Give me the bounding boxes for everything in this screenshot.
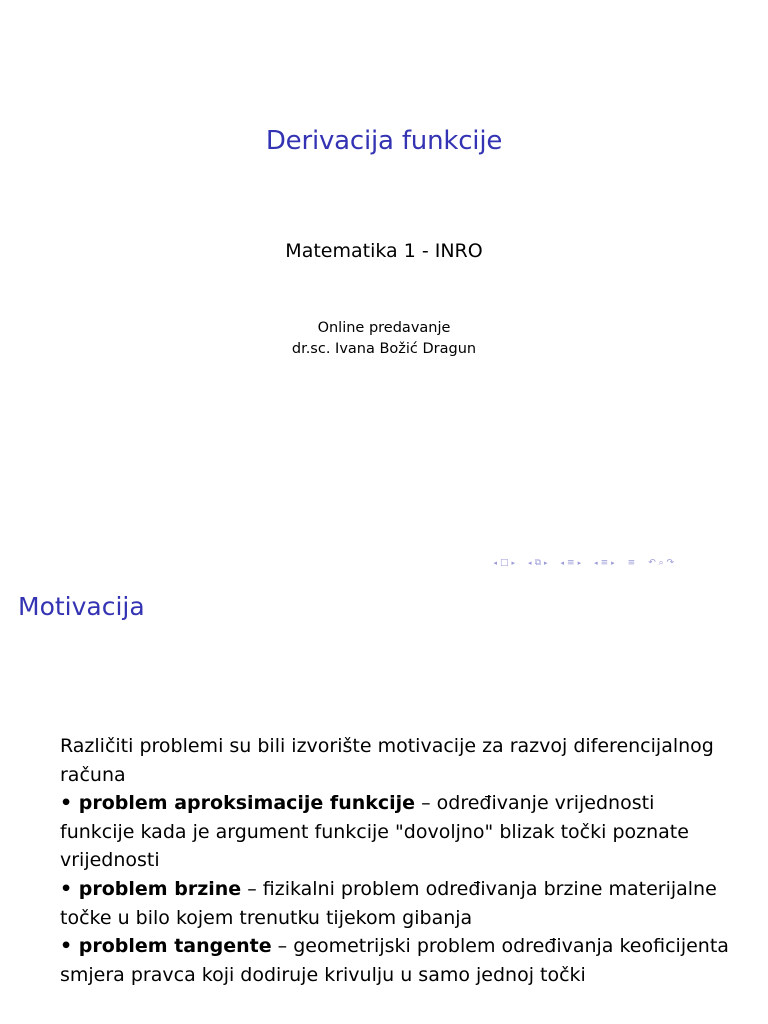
- bullet-description: – geometrijski problem određivanja keoficijenta smjera pravca koji dodiruje krivulju u samo jednoj točki: [60, 935, 729, 986]
- subsect-prev-icon[interactable]: ◂: [594, 559, 598, 567]
- search-navigation[interactable]: [647, 558, 676, 568]
- section-navigation[interactable]: [559, 558, 583, 568]
- frame-next-icon[interactable]: ▸: [511, 559, 516, 567]
- search-undo-redo-icon[interactable]: ↶ ⌕ ↷: [648, 558, 675, 568]
- bullet-term: problem aproksimacije funkcije: [78, 792, 416, 815]
- subsect-icon: ≡: [600, 558, 609, 568]
- bullet-icon: •: [60, 935, 73, 958]
- outline-icon[interactable]: ≡: [627, 558, 636, 568]
- section-icon: ≡: [567, 558, 575, 568]
- subsect-navigation[interactable]: [593, 558, 617, 568]
- frame-icon: □: [500, 558, 509, 568]
- subsection-icon: ⧉: [534, 558, 541, 568]
- bullet-description: – određivanje vrijednosti funkcije kada je argument funkcije "dovoljno" blizak točki poznate vrijednosti: [60, 792, 689, 872]
- section-prev-icon[interactable]: ◂: [560, 559, 565, 567]
- lecture-type: Online predavanje: [317, 320, 451, 336]
- bullet-icon: •: [60, 877, 73, 900]
- bullet-item: [60, 932, 730, 989]
- subsection-next-icon[interactable]: ▸: [544, 559, 548, 567]
- intro-paragraph: Različiti problemi su bili izvorište motivacije za razvoj diferencijalnog računa: [60, 735, 714, 786]
- motivation-slide: [0, 576, 768, 1024]
- bullet-term: problem tangente: [78, 935, 272, 958]
- course-subtitle: Matematika 1 - INRO: [285, 240, 483, 262]
- subsection-prev-icon[interactable]: ◂: [528, 559, 532, 567]
- frame-navigation[interactable]: [492, 558, 517, 568]
- slide-body: [60, 732, 730, 989]
- lecture-info: [0, 318, 768, 360]
- bullet-item: [60, 789, 730, 875]
- author-name: dr.sc. Ivana Božić Dragun: [291, 341, 477, 357]
- subsection-navigation[interactable]: [527, 558, 549, 568]
- subsect-next-icon[interactable]: ▸: [611, 559, 615, 567]
- bullet-item: [60, 875, 730, 932]
- presentation-title: Derivacija funkcije: [265, 126, 503, 156]
- outline-navigation[interactable]: [626, 558, 637, 568]
- frame-title: Motivacija: [18, 592, 145, 621]
- bullet-description: – fizikalni problem određivanja brzine materijalne točke u bilo kojem trenutku tijekom gibanja: [60, 877, 717, 929]
- bullet-icon: •: [60, 792, 73, 815]
- beamer-navigation-bar: [492, 556, 686, 570]
- frame-prev-icon[interactable]: ◂: [493, 559, 498, 567]
- bullet-term: problem brzine: [78, 877, 242, 900]
- section-next-icon[interactable]: ▸: [577, 559, 582, 567]
